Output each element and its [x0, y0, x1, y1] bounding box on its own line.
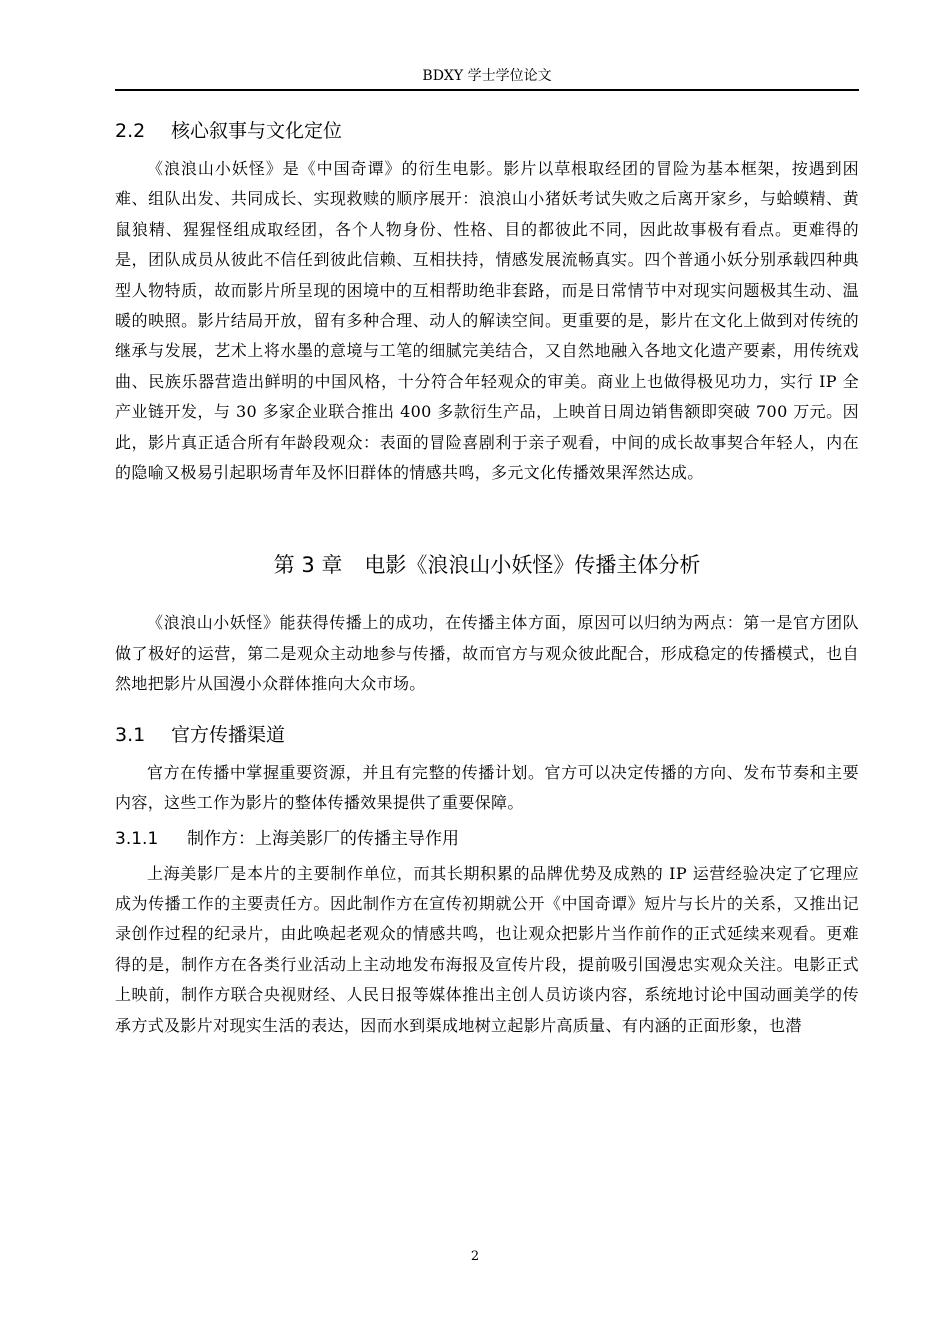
section-2-2-paragraph: 《浪浪山小妖怪》是《中国奇谭》的衍生电影。影片以草根取经团的冒险为基本框架，按遇到困难、组队出发、共同成长、实现救赎的顺序展开：浪浪山小猪妖考试失败之后离开家乡，与蛤蟆精、黄鼠狼精、猩猩怪组成取经团，各个人物身份、性格、目的都彼此不同，因此故事极有看点。更难得的是，团队成员从彼此不信任到彼此信赖、互相扶持，情感发展流畅真实。四个普通小妖分别承载四种典型人物特质，故而影片所呈现的困境中的互相帮助绝非套路，而是日常情节中对现实问题极其生动、温暖的映照。影片结局开放，留有多种合理、动人的解读空间。更重要的是，影片在文化上做到对传统的继承与发展，艺术上将水墨的意境与工笔的细腻完美结合，又自然地融入各地文化遗产要素，用传统戏曲、民族乐器营造出鲜明的中国风格，十分符合年轻观众的审美。商业上也做得极见功力，实行 IP 全产业链开发，与 30 多家企业联合推出 400 多款衍生产品，上映首日周边销售额即突破 700 万元。因此，影片真正适合所有年龄段观众：表面的冒险喜剧利于亲子观看，中间的成长故事契合年轻人，内在的隐喻又极易引起职场青年及怀旧群体的情感共鸣，多元文化传播效果浑然达成。: [115, 159, 859, 483]
header-divider: [115, 89, 859, 91]
section-heading-3-1: [115, 722, 859, 748]
chapter-title: 电影《浪浪山小妖怪》传播主体分析: [364, 553, 701, 578]
chapter-heading-3: [115, 550, 859, 580]
page-number: 2: [470, 1249, 480, 1264]
subsection-heading-3-1-1: [115, 827, 859, 851]
section-title: 核心叙事与文化定位: [171, 120, 343, 142]
section-3-1-1-paragraph: 上海美影厂是本片的主要制作单位，而其长期积累的品牌优势及成熟的 IP 运营经验决定了它理应成为传播工作的主要责任方。因此制作方在宣传初期就公开《中国奇谭》短片与长片的关系，又推出记录创作过程的纪录片，由此唤起老观众的情感共鸣，也让观众把影片当作前作的正式延续来观看。更难得的是，制作方在各类行业活动上主动地发布海报及宣传片段，提前吸引国漫忠实观众关注。电影正式上映前，制作方联合央视财经、人民日报等媒体推出主创人员访谈内容，系统地讨论中国动画美学的传承方式及影片对现实生活的表达，因而水到渠成地树立起影片高质量、有内涵的正面形象，也潜: [115, 863, 859, 1035]
section-3-1-paragraph: 官方在传播中掌握重要资源，并且有完整的传播计划。官方可以决定传播的方向、发布节奏和主要内容，这些工作为影片的整体传播效果提供了重要保障。: [115, 762, 859, 813]
chapter-number: 第 3 章: [273, 553, 343, 578]
section-number: 3.1: [115, 723, 146, 746]
section-number: 2.2: [115, 120, 146, 142]
section-title: 官方传播渠道: [171, 723, 286, 746]
running-header: BDXY 学士学位论文: [422, 68, 552, 84]
section-heading-2-2: [115, 118, 859, 144]
subsection-number: 3.1.1: [115, 828, 159, 849]
subsection-title: 制作方：上海美影厂的传播主导作用: [187, 828, 459, 849]
page-body: [115, 110, 859, 1041]
chapter-3-intro-paragraph: 《浪浪山小妖怪》能获得传播上的成功，在传播主体方面，原因可以归纳为两点：第一是官方团队做了极好的运营，第二是观众主动地参与传播，故而官方与观众彼此配合，形成稳定的传播模式，也自然地把影片从国漫小众群体推向大众市场。: [115, 613, 859, 694]
